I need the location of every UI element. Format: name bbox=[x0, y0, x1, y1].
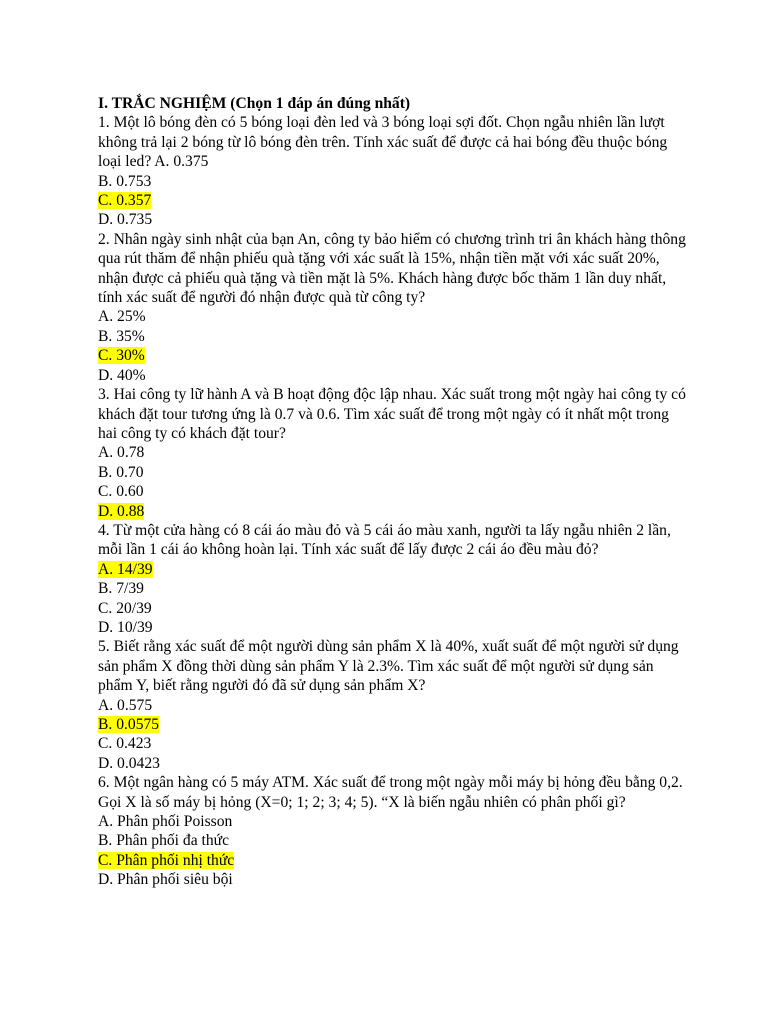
answer-option-correct bbox=[98, 715, 688, 734]
question-3 bbox=[98, 385, 688, 521]
answer-option bbox=[98, 443, 688, 462]
answer-option-label: C. 0.357 bbox=[98, 192, 152, 210]
answer-option bbox=[98, 831, 688, 850]
answer-option bbox=[98, 463, 688, 482]
answer-option-correct bbox=[98, 346, 688, 365]
question-text: 3. Hai công ty lữ hành A và B hoạt động độc lập nhau. Xác suất trong một ngày hai công ty có khách đặt tour tương ứng là 0.7 và 0.6. Tìm xác suất để trong một ngày có ít nhất một trong hai công ty có khách đặt tour? bbox=[98, 386, 686, 442]
answer-option-correct bbox=[98, 191, 688, 210]
question-2 bbox=[98, 230, 688, 385]
answer-option bbox=[98, 482, 688, 501]
answer-option-label: B. Phân phối đa thức bbox=[98, 832, 230, 850]
answer-option-correct bbox=[98, 502, 688, 521]
answer-option bbox=[98, 754, 688, 773]
answer-option-label: D. Phân phối siêu bội bbox=[98, 871, 233, 889]
question-list bbox=[98, 113, 688, 889]
answer-option-label: C. 20/39 bbox=[98, 599, 152, 617]
document-page bbox=[98, 94, 688, 890]
answer-option-label: A. 0.78 bbox=[98, 444, 145, 462]
question-text: 6. Một ngân hàng có 5 máy ATM. Xác suất để trong một ngày mỗi máy bị hỏng đều bằng 0,2. Gọi X là số máy bị hỏng (X=0; 1; 2; 3; 4; 5). “X là biến ngẫu nhiên có phân phối gì? bbox=[98, 774, 683, 811]
answer-option-label: B. 0.753 bbox=[98, 172, 152, 190]
question-text: 2. Nhân ngày sinh nhật của bạn An, công ty bảo hiểm có chương trình tri ân khách hàng thông qua rút thăm để nhận phiếu quà tặng với xác suất là 15%, nhận tiền mặt với xác suất 20%, nhận được cả phiếu quà tặng và tiền mặt là 5%. Khách hàng được bốc thăm 1 lần duy nhất, tính xác suất để người đó nhận được quà từ công ty? bbox=[98, 230, 686, 307]
question-text: 1. Một lô bóng đèn có 5 bóng loại đèn led và 3 bóng loại sợi đốt. Chọn ngẫu nhiên lần lượt không trả lại 2 bóng từ lô bóng đèn trên. Tính xác suất để được cả hai bóng đều thuộc bóng loại led? A. 0.375 bbox=[98, 114, 668, 171]
answer-option-label: D. 0.88 bbox=[98, 502, 145, 520]
answer-option bbox=[98, 599, 688, 618]
question-5 bbox=[98, 637, 688, 773]
answer-option-label: C. Phân phối nhị thức bbox=[98, 851, 235, 869]
answer-option-label: A. Phân phối Poisson bbox=[98, 813, 233, 831]
answer-option bbox=[98, 812, 688, 831]
answer-option-label: A. 0.575 bbox=[98, 696, 153, 714]
question-4 bbox=[98, 521, 688, 637]
question-1 bbox=[98, 113, 688, 229]
answer-option-label: C. 0.423 bbox=[98, 735, 152, 753]
question-text: 5. Biết rằng xác suất để một người dùng sản phẩm X là 40%, xuất suất để một người sử dụng sản phẩm X đồng thời dùng sản phẩm Y là 2.3%. Tìm xác suất để một người sử dụng sản phẩm Y, biết rằng người đó đã sử dụng sản phẩm X? bbox=[98, 638, 679, 695]
answer-option-correct bbox=[98, 560, 688, 579]
answer-option-label: B. 7/39 bbox=[98, 580, 144, 598]
answer-option-correct bbox=[98, 851, 688, 870]
section-heading: I. TRẮC NGHIỆM (Chọn 1 đáp án đúng nhất) bbox=[98, 95, 411, 112]
answer-option-label: C. 30% bbox=[98, 347, 145, 365]
question-text: 4. Từ một cửa hàng có 8 cái áo màu đỏ và 5 cái áo màu xanh, người ta lấy ngẫu nhiên 2 lần, mỗi lần 1 cái áo không hoàn lại. Tính xác suất để lấy được 2 cái áo đều màu đỏ? bbox=[98, 521, 671, 559]
answer-option bbox=[98, 172, 688, 191]
answer-option-label: D. 0.0423 bbox=[98, 754, 160, 772]
answer-option-label: B. 0.70 bbox=[98, 463, 144, 481]
answer-option bbox=[98, 366, 688, 385]
answer-option-label: D. 0.735 bbox=[98, 211, 153, 229]
answer-option-label: A. 14/39 bbox=[98, 560, 153, 578]
answer-option bbox=[98, 210, 688, 229]
answer-option-label: A. 25% bbox=[98, 308, 146, 326]
answer-option bbox=[98, 696, 688, 715]
answer-option-label: B. 35% bbox=[98, 327, 145, 345]
answer-option bbox=[98, 327, 688, 346]
answer-option bbox=[98, 307, 688, 326]
answer-option-label: D. 10/39 bbox=[98, 618, 153, 636]
answer-option bbox=[98, 618, 688, 637]
answer-option-label: C. 0.60 bbox=[98, 483, 144, 501]
question-6 bbox=[98, 773, 688, 889]
answer-option-label: B. 0.0575 bbox=[98, 716, 160, 733]
answer-option-label: D. 40% bbox=[98, 366, 146, 384]
answer-option bbox=[98, 870, 688, 889]
answer-option bbox=[98, 579, 688, 598]
answer-option bbox=[98, 734, 688, 753]
